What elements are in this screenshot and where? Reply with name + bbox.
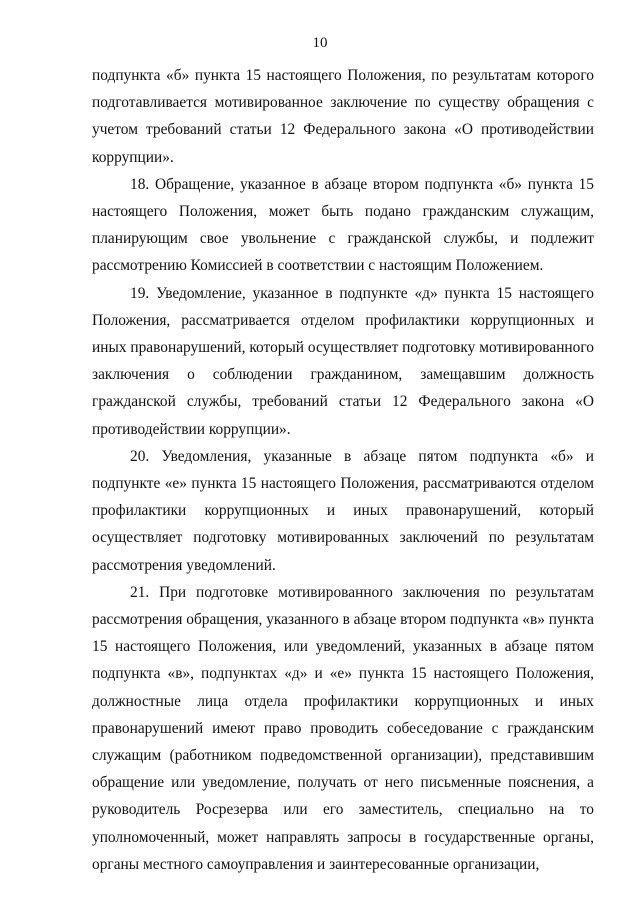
paragraph-19: 19. Уведомление, указанное в подпункте «д» пункта 15 настоящего Положения, рассматривается отделом профилактики коррупционных и иных правонарушений, который осуществляет подготовку мотивированного заключения о соблюдении гражданином, замещавшим должность гражданской службы, требований статьи 12 Федерального закона «О противодействии коррупции». — [92, 284, 594, 438]
document-body — [92, 62, 594, 878]
paragraph-continuation: подпункта «б» пункта 15 настоящего Положения, по результатам которого подготавливается мотивированное заключение по существу обращения с учетом требований статьи 12 Федерального закона «О противодействии коррупции». — [92, 67, 594, 166]
page-number: 10 — [312, 35, 328, 51]
paragraph-18: 18. Обращение, указанное в абзаце втором подпункта «б» пункта 15 настоящего Положения, может быть подано гражданским служащим, планирующим свое увольнение с гражданской службы, и подлежит рассмотрению Комиссией в соответствии с настоящим Положением. — [92, 175, 594, 275]
paragraph-20: 20. Уведомления, указанные в абзаце пятом подпункта «б» и подпункте «е» пункта 15 настоящего Положения, рассматриваются отделом профилактики коррупционных и иных правонарушений, который осуществляет подготовку мотивированных заключений по результатам рассмотрения уведомлений. — [92, 447, 594, 574]
paragraph-21: 21. При подготовке мотивированного заключения по результатам рассмотрения обращения, указанного в абзаце втором подпункта «в» пункта 15 настоящего Положения, или уведомлений, указанных в абзаце пятом подпункта «в», подпунктах «д» и «е» пункта 15 настоящего Положения, должностные лица отдела профилактики коррупционных и иных правонарушений имеют право проводить собеседование с гражданским служащим (работником подведомственной организации), представившим обращение или уведомление, получать от него письменные пояснения, а руководитель Росрезерва или его заместитель, специально на то уполномоченный, может направлять запросы в государственные органы, органы местного самоуправления и заинтересованные организации, — [92, 583, 594, 873]
